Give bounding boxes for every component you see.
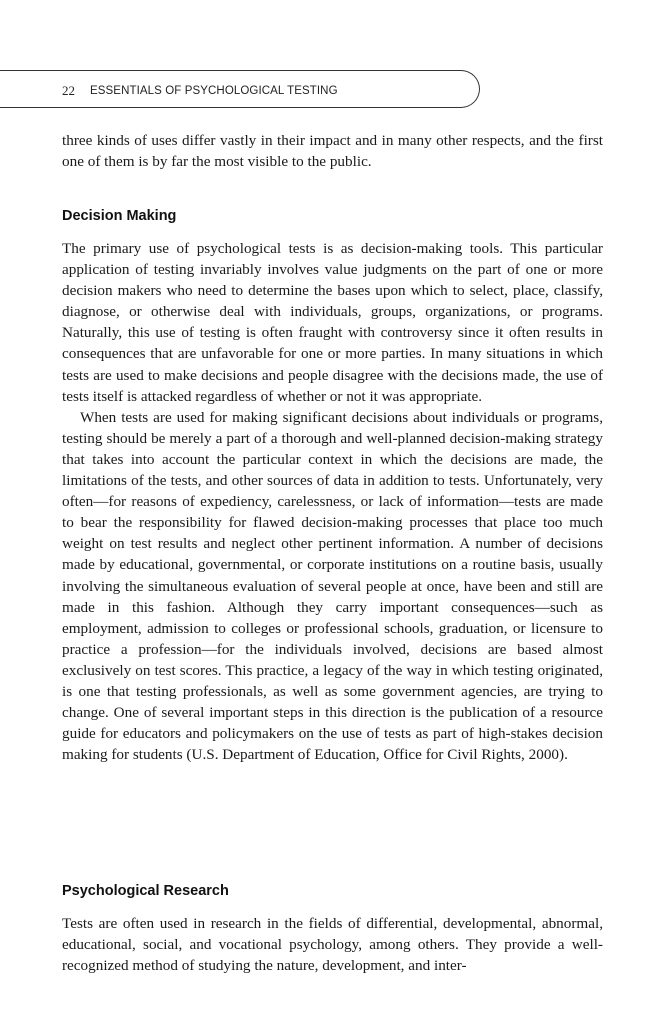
body-paragraph: Tests are often used in research in the fields of differential, developmental, abnormal, educational, social, and vocational psychology, among others. They provide a well-recognized method of studying the nature, development, and inter-	[62, 915, 603, 975]
section-heading-decision-making: Decision Making	[62, 208, 177, 224]
body-paragraph: three kinds of uses differ vastly in their impact and in many other respects, and the first one of them is by far the most visible to the public.	[62, 132, 603, 171]
body-paragraph: The primary use of psychological tests is as decision-making tools. This particular application of testing invariably involves value judgments on the part of one or more decision makers who need to determine the bases upon which to select, place, classify, diagnose, or otherwise deal with individuals, groups, organizations, or programs. Naturally, this use of testing is often fraught with controversy since it often results in consequences that are unfavorable for one or more parties. In many situations in which tests are used to make decisions and people disagree with the decisions made, the use of tests itself is attacked regardless of whether or not it was appropriate.	[62, 240, 603, 405]
decision-making-section	[62, 238, 603, 765]
book-title: ESSENTIALS OF PSYCHOLOGICAL TESTING	[90, 85, 338, 97]
intro-continuation	[62, 130, 603, 172]
psychological-research-section	[62, 913, 603, 976]
section-heading-psychological-research: Psychological Research	[62, 883, 229, 899]
page-number: 22	[62, 83, 75, 98]
body-paragraph: When tests are used for making significant decisions about individuals or programs, testing should be merely a part of a thorough and well-planned decision-making strategy that takes into account the particular context in which the decisions are made, the limitations of the tests, and other sources of data in addition to tests. Unfortunately, very often—for reasons of expediency, carelessness, or lack of information—tests are made to bear the responsibility for flawed decision-making processes that place too much weight on test results and neglect other pertinent information. A number of decisions made by educational, governmental, or corporate institutions on a routine basis, usually involving the simultaneous evaluation of several people at once, have been and still are made in this fashion. Although they carry important consequences—such as employment, admission to colleges or professional schools, graduation, or licensure to practice a profession—for the individuals involved, decisions are based almost exclusively on test scores. This practice, a legacy of the way in which testing originated, is one that testing professionals, as well as some government agencies, are trying to change. One of several important steps in this direction is the publication of a resource guide for educators and policymakers on the use of tests as part of high-stakes decision making for students (U.S. Department of Education, Office for Civil Rights, 2000).	[62, 408, 603, 764]
